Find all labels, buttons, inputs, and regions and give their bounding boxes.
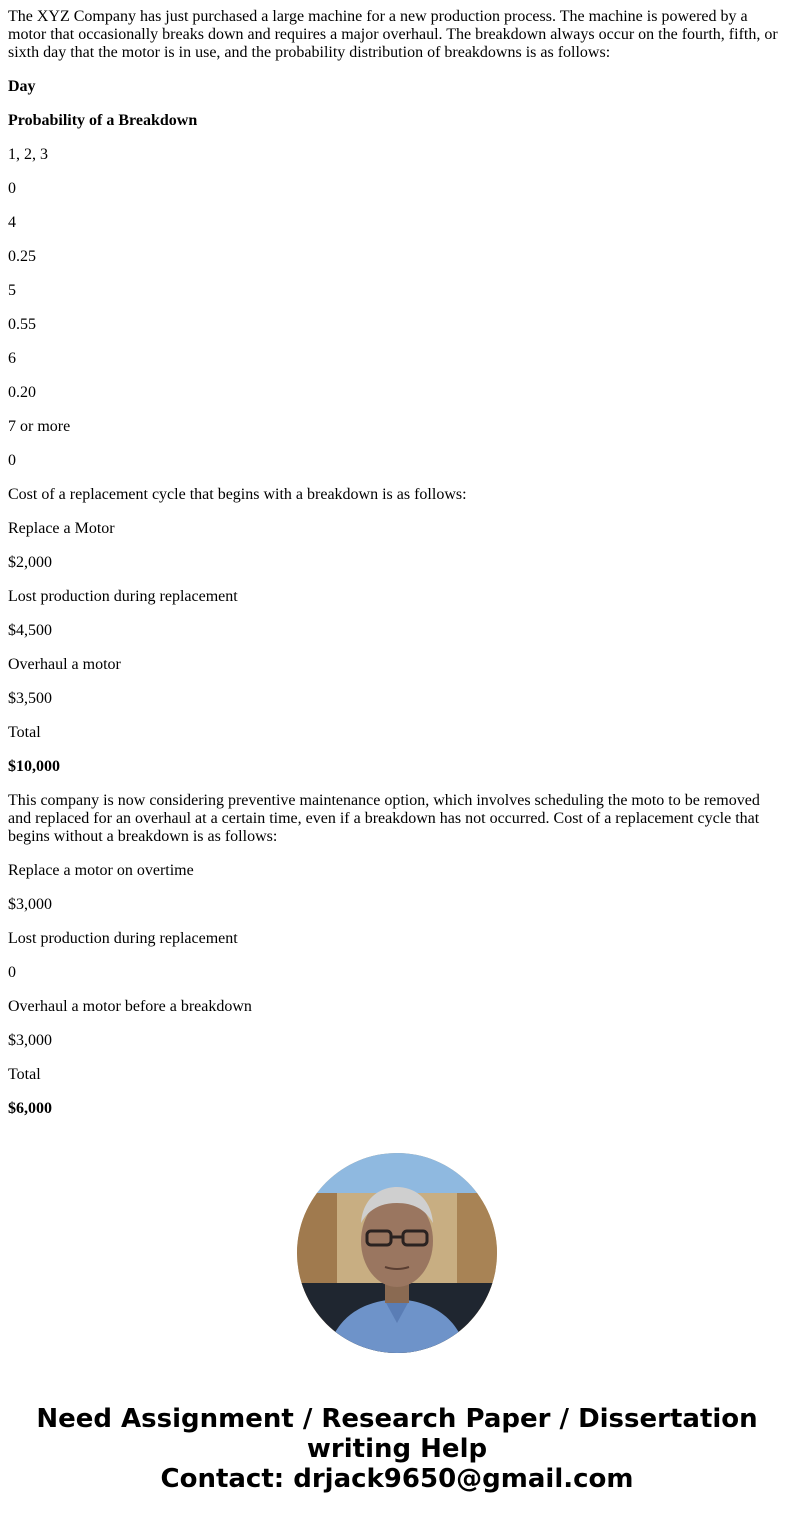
cost-item-value: $4,500 xyxy=(8,622,52,639)
promo-banner xyxy=(0,1404,794,1494)
preventive-item-value: $3,000 xyxy=(8,1032,52,1049)
table-row-day: 7 or more xyxy=(8,418,71,435)
promo-line-1: Need Assignment / Research Paper / Dissertation xyxy=(36,1404,758,1434)
preventive-item-label: Overhaul a motor before a breakdown xyxy=(8,998,252,1015)
table-row-probability: 0.25 xyxy=(8,248,36,265)
table-row-probability: 0 xyxy=(8,452,16,469)
preventive-item-value: $3,000 xyxy=(8,896,52,913)
table-row-probability: 0 xyxy=(8,180,16,197)
preventive-item-value: 0 xyxy=(8,964,16,981)
cost-total-label: Total xyxy=(8,724,41,741)
breakdown-cost-intro: Cost of a replacement cycle that begins with a breakdown is as follows: xyxy=(8,486,467,503)
table-row-day: 4 xyxy=(8,214,16,231)
cost-item-value: $3,500 xyxy=(8,690,52,707)
table-row-day: 1, 2, 3 xyxy=(8,146,48,163)
table-row-day: 5 xyxy=(8,282,16,299)
preventive-total-label: Total xyxy=(8,1066,41,1083)
preventive-intro-paragraph: This company is now considering preventive maintenance option, which involves scheduling the moto to be removed and replaced for an overhaul at a certain time, even if a breakdown has not occurred. Cost of a replacement cycle that begins without a breakdown is as follows: xyxy=(8,792,760,845)
promo-contact: Contact: drjack9650@gmail.com xyxy=(160,1464,634,1494)
document-body xyxy=(8,0,786,1118)
table-row-day: 6 xyxy=(8,350,16,367)
preventive-item-label: Replace a motor on overtime xyxy=(8,862,194,879)
cost-item-label: Overhaul a motor xyxy=(8,656,121,673)
table-header-day: Day xyxy=(8,78,36,95)
cost-item-value: $2,000 xyxy=(8,554,52,571)
cost-item-label: Lost production during replacement xyxy=(8,588,238,605)
table-header-probability: Probability of a Breakdown xyxy=(8,112,198,129)
cost-total-value: $10,000 xyxy=(8,758,60,775)
avatar-portrait-image xyxy=(297,1153,497,1353)
preventive-item-label: Lost production during replacement xyxy=(8,930,238,947)
promo-line-2: writing Help xyxy=(306,1434,488,1464)
table-row-probability: 0.20 xyxy=(8,384,36,401)
cost-item-label: Replace a Motor xyxy=(8,520,115,537)
preventive-total-value: $6,000 xyxy=(8,1100,52,1117)
intro-paragraph: The XYZ Company has just purchased a large machine for a new production process. The machine is powered by a motor that occasionally breaks down and requires a major overhaul. The breakdown always occur on the fourth, fifth, or sixth day that the motor is in use, and the probability distribution of breakdowns is as follows: xyxy=(8,8,778,61)
author-avatar xyxy=(297,1153,497,1353)
table-row-probability: 0.55 xyxy=(8,316,36,333)
